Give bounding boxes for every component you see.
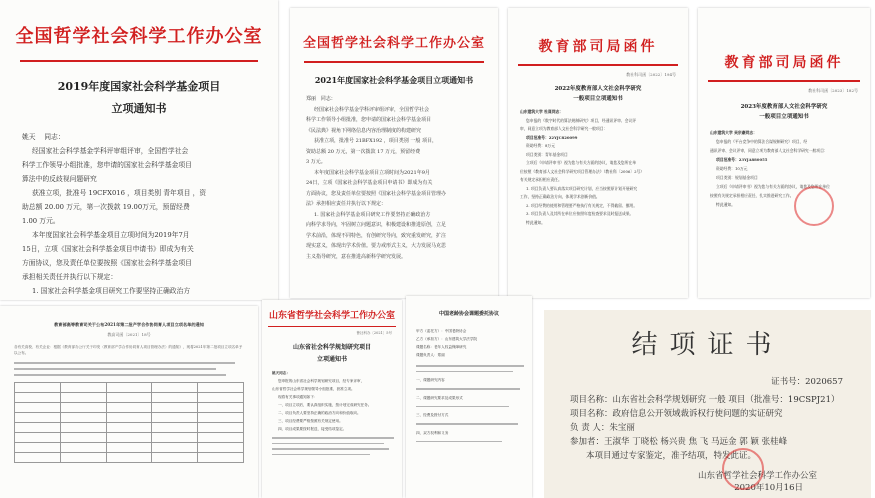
doc4-header: 教育部司局函件 (724, 55, 844, 71)
doc4-title-line2: 一般项目立项通知书 (759, 114, 809, 120)
doc6-p7: 四、项目成果要按时报送，接受结项鉴定。 (278, 427, 347, 431)
doc4-red-seal (794, 186, 834, 226)
doc3-p3: 项目批准号：22YJC820099 (526, 134, 578, 140)
doc7-text-line (416, 423, 518, 425)
notice-shandong-planning (262, 300, 402, 498)
doc1-addressee-name: 姚天 (22, 133, 36, 141)
doc1-header-rule (20, 60, 258, 62)
notice-2023-moe (698, 8, 870, 298)
doc7-p3: 课题名称：老年人权益保障研究 (416, 345, 467, 349)
doc1-title-line1: 2019年度国家社会科学基金项目 (57, 80, 221, 93)
doc3-p13: 特此通知。 (526, 219, 545, 225)
doc7-p6: 二、课题研究要求及成果形式 (416, 395, 463, 400)
doc4-p3: 项目批准号：23YJA880055 (716, 157, 768, 162)
doc6-p6: 三、项目经费要严格按照有关规定使用。 (278, 419, 343, 423)
notice-2022-moe (508, 8, 688, 298)
cert-line4: 参加者：王淑华 丁晓松 杨兴贵 焦 飞 马远金 郭 颖 张桂峰 (570, 437, 788, 447)
table-row (15, 443, 244, 453)
doc1-p9: 方面协议，您及责任单位要按照《国家社会科学基金项目 (22, 259, 192, 267)
table-row (15, 403, 244, 413)
doc7-p2: 乙方（承担方）：山东建筑大学法学院 (416, 337, 478, 341)
doc3-p12: 3. 项目负责人及其所在单位应按照年度检查要求及时报送成果。 (526, 211, 634, 216)
doc2-p11: 1. 国家社会科学基金项目研究工作要坚持正确政治方 (314, 211, 431, 218)
doc2-addressee (306, 94, 484, 105)
doc1-p4: 获准立项，批准号 19CFX016 ，项目类别 青年项目 ，资 (32, 189, 207, 197)
doc3-header-rule (518, 64, 678, 66)
table-row (15, 423, 244, 433)
doc3-ref: 教社科司函〔2022〕194号 (626, 72, 676, 77)
doc2-p12: 向科学求导向，牢固树立问题意识，积极建设和推进原创，立足 (306, 222, 447, 228)
doc2-p3: 《民法典》视角下网络信息内容治理制度的构建研究 (306, 127, 422, 134)
doc5-intro-line (14, 374, 226, 376)
doc6-addressee: 姚天同志： (272, 371, 290, 375)
cert-title: 结项证书 (631, 330, 784, 360)
doc2-p5: 资助总额 20 万元，第一次拨款 17 万元，预留经费 (306, 148, 421, 155)
doc4-p8: 特此通知。 (716, 202, 735, 207)
doc2-p15: 主义指导研究，意在推进高新科学研究发展。 (306, 253, 407, 260)
doc5-intro: 各有关高校、有关企业：根据《教育部办公厅关于印发〈教育部产学合作协同育人项目管理办法〉的通知》，现将2021年第二批项目立项名单予以公布。 (14, 345, 243, 355)
doc4-header-rule (708, 80, 860, 82)
doc4-p2: 通讯评审、会议评审，同意立项为教育部人文社会科学研究一般项目： (710, 148, 828, 153)
doc1-p7: 本年度国家社会科学基金项目立项时间为2019年7月 (32, 231, 190, 239)
doc3-p4: 资助经费：8万元 (526, 143, 555, 148)
doc3-p9: 1. 项目负责人要认真落实项目研究计划，应当按照原计划开展研究 (526, 185, 638, 191)
doc1-p6: 1.00 万元。 (22, 217, 60, 225)
doc5-intro-line (14, 362, 235, 364)
doc1-p1: 经国家社会科学基金学科评审组评审，全国哲学社会 (32, 147, 189, 155)
doc2-p6: 3 万元。 (306, 159, 326, 165)
doc6-ref: 鲁社科办〔2021〕5号 (356, 331, 392, 335)
table-row (15, 383, 244, 393)
doc2-p1: 经国家社会科学基金学科评审组评审，全国哲学社会 (314, 106, 430, 113)
doc2-header-rule (304, 61, 484, 63)
doc3-p5: 项目类别：青年基金项目 (526, 151, 568, 157)
doc6-text-line (272, 448, 389, 450)
research-agreement (406, 296, 532, 498)
doc1-title-line2: 立项通知书 (111, 102, 167, 115)
doc2-p9: 方面协议，您及责任单位要按照《国家社会科学基金项目管理办 (306, 190, 447, 197)
doc3-p6: 立项后《申请评审书》视为您与有关方面的协议，请您及您所在单 (526, 160, 637, 165)
doc6-text-line (272, 443, 384, 445)
doc2-p4: 获准立项，批准号 21BFX192 ，项目类别 一般 项目， (314, 138, 437, 144)
doc4-p5: 项目类别：规划基金项目 (716, 175, 758, 180)
doc3-title-line2: 一般项目立项通知书 (573, 96, 623, 102)
doc1-p3: 算法中的反歧视问题研究 (22, 175, 97, 183)
doc7-text-line (416, 441, 502, 443)
cert-number: 证书号：2020657 (771, 377, 843, 387)
doc7-title-line1: 中国老龄协会课题委托协议 (438, 311, 499, 317)
doc6-text-line (272, 454, 370, 456)
doc2-p7: 本年度国家社会科学基金项目立项时间为2021年9月 (314, 169, 430, 176)
doc2-addressee-name: 郑丽 (306, 96, 317, 102)
doc7-text-line (416, 365, 524, 367)
doc3-header: 教育部司局函件 (538, 39, 658, 55)
doc2-p13: 学术前沿，体现不同特色，有创研究导向，致究重发研究，扩注 (306, 232, 447, 239)
doc2-p10: 法》承担相应责任并执行以下规定： (306, 201, 387, 207)
doc4-p7: 按照有关规定承担相应责任，扎实推进研究工作。 (710, 193, 794, 198)
cert-date: 2020年10月16日 (734, 483, 803, 493)
doc3-p8: 有关规定承担相应责任。 (520, 177, 562, 182)
doc6-header-rule (268, 326, 396, 327)
table-row (15, 413, 244, 423)
doc3-p11: 2. 项目经费的使用和管理要严格执行有关规定，不得截留、挪用。 (526, 202, 638, 208)
doc1-p5: 助总额 20.00 万元，第一次拨款 19.00万元，预留经费 (22, 203, 190, 211)
doc2-p8: 24日，立项《国家社会科学基金项目申请书》即成为有关 (306, 180, 433, 186)
doc2-greeting: 同志： (320, 96, 336, 102)
notice-2019-nssf (0, 0, 278, 300)
doc7-p1: 甲方（委托方）：中国老龄协会 (416, 329, 467, 333)
doc3-p1: 您申报的《数字时代的算法规制研究》项目，经通讯评审、会议评 (526, 117, 637, 123)
doc6-p1: 您申报的山东省社会科学规划研究项目，经专家评审， (278, 379, 365, 383)
notice-2021-moe-list (0, 306, 258, 498)
doc4-ref: 教社科司函〔2023〕182号 (808, 88, 858, 93)
doc1-addressee (22, 130, 258, 144)
doc2-p14: 现实意义，体现出学术价值。要力戒形式主义，大力发展马克思 (306, 243, 447, 249)
doc2-title-line1: 2021年度国家社会科学基金项目立项通知书 (314, 75, 474, 85)
doc4-addressee: 山东建筑大学 吴宗豪同志： (710, 130, 757, 135)
table-row (15, 393, 244, 403)
doc1-p2: 科学工作领导小组批准，您申请的国家社会科学基金项目 (22, 161, 192, 169)
doc6-title-line2: 立项通知书 (316, 356, 347, 363)
doc7-p8: 四、双方权利和义务 (416, 430, 449, 435)
doc6-p5: 二、项目负责人要坚持正确的政治方向和价值取向。 (278, 411, 361, 415)
cert-line3: 负 责 人：朱宝丽 (570, 423, 635, 433)
doc2-p2: 科学工作领导小组批准，您申请的国家社会科学基金项目 (306, 117, 432, 123)
doc7-text-line (416, 371, 513, 373)
doc5-title-line1: 教育部高等教育司关于公布2021年第二批产学合作协同育人项目立项名单的通知 (54, 322, 204, 327)
doc1-p8: 15日，立项《国家社会科学基金项目申请书》即成为有关 (22, 245, 194, 253)
cert-red-seal (722, 448, 764, 490)
doc4-p1: 您申报的《平台竞争中的算法合谋规制研究》项目，经 (716, 139, 808, 144)
completion-certificate (544, 310, 871, 498)
doc1-p10: 承担相关责任并执行以下规定： (22, 273, 118, 281)
doc3-addressee: 山东建筑大学 杜谋同志： (520, 109, 564, 114)
doc5-ref: 教高司函〔2021〕18号 (107, 332, 151, 337)
cert-line2: 项目名称：政府信息公开领域裁诉权行使问题的实证研究 (570, 409, 783, 419)
doc4-p4: 资助经费：10万元 (716, 166, 748, 171)
doc1-header: 全国哲学社会科学工作办公室 (15, 26, 263, 47)
table-row (15, 453, 244, 463)
doc7-p4: 课题负责人：郑丽 (416, 353, 445, 357)
doc2-header: 全国哲学社会科学工作办公室 (302, 36, 485, 51)
cert-line1: 项目名称：山东省社会科学规划研究 一般 项目（批准号：19CSPJ21） (570, 395, 840, 405)
table-row (15, 433, 244, 443)
doc5-project-table (14, 382, 244, 463)
cert-issuer: 山东省哲学社会科学工作办公室 (697, 471, 817, 481)
doc6-title-line1: 山东省社会科学规划研究项目 (292, 344, 371, 351)
doc7-p7: 三、经费及拨付方式 (416, 413, 449, 417)
doc6-p4: 一、项目立项后，要认真组织实施，按计划完成研究任务。 (278, 403, 372, 407)
doc6-p2: 山东省哲学社会科学规划领导小组批准，获准立项。 (272, 387, 355, 391)
doc3-p10: 工作，坚持正确政治方向，体现学术创新价值。 (520, 194, 600, 199)
doc7-p5: 一、课题研究内容 (416, 378, 445, 382)
doc3-p2: 审，同意立项为教育部人文社会科学研究一般项目： (520, 126, 608, 131)
doc7-text-line (416, 406, 509, 408)
notice-2021-nssf (290, 8, 498, 298)
doc7-text-line (416, 388, 520, 390)
doc4-p6: 立项后《申请评审书》视为您与有关方面的协议，请您及您所在单位 (716, 184, 830, 189)
doc6-header: 山东省哲学社会科学工作办公室 (268, 311, 395, 321)
doc6-p3: 现将有关事项通知如下： (278, 395, 318, 399)
doc6-text-line (272, 437, 394, 439)
doc3-title-line1: 2022年度教育部人文社会科学研究 (554, 86, 642, 92)
doc4-title-line1: 2023年度教育部人文社会科学研究 (740, 104, 828, 110)
doc1-p11: 1. 国家社会科学基金项目研究工作要坚持正确政治方 (32, 287, 191, 295)
cert-line5: 本项目通过专家鉴定，准予结项，特发此证。 (586, 451, 757, 461)
doc5-intro-line (14, 368, 216, 370)
doc3-p7: 位按照《教育部人文社会科学研究项目管理办法》（教社科〔2006〕2号） (520, 168, 645, 174)
doc1-greeting: 同志： (44, 133, 65, 141)
